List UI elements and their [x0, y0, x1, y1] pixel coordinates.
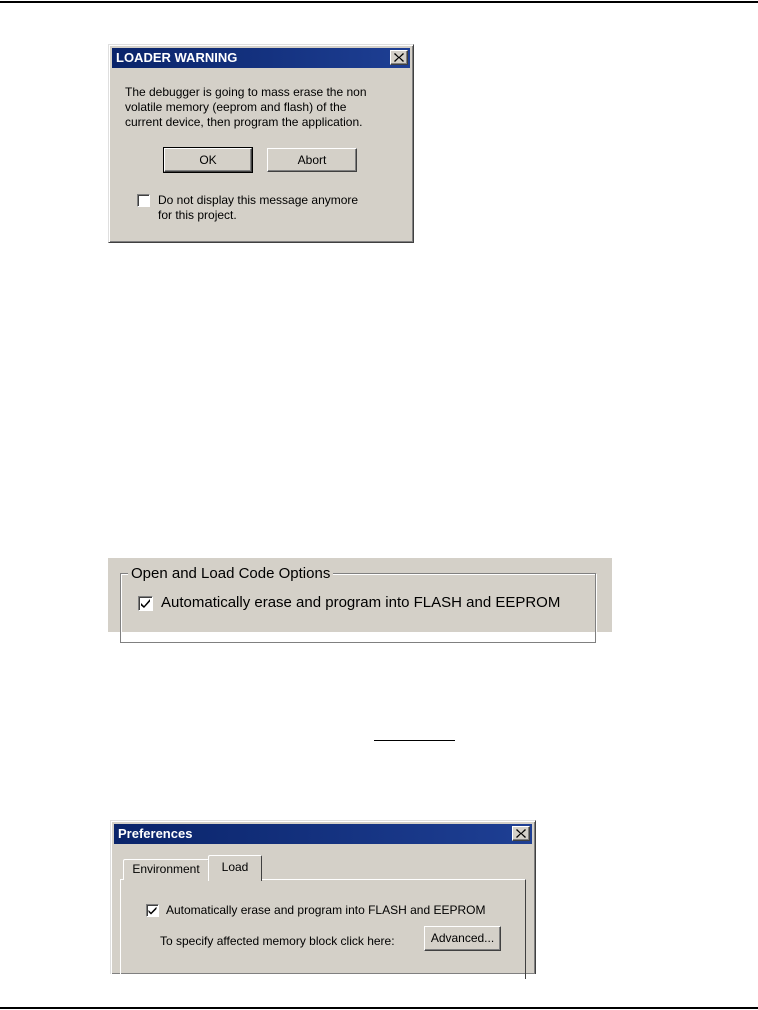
auto-erase-label: Automatically erase and program into FLASH and EEPROM [161, 594, 561, 611]
underline-mark [374, 740, 455, 741]
preferences-close-button[interactable] [512, 826, 530, 841]
checkmark-icon [140, 598, 151, 609]
tab-load[interactable] [208, 855, 262, 881]
abort-button[interactable] [267, 148, 357, 172]
dialog-title: LOADER WARNING [116, 50, 238, 65]
do-not-display-checkbox[interactable] [137, 194, 150, 207]
ok-button-label: OK [199, 153, 217, 167]
preferences-auto-erase-label: Automatically erase and program into FLASH and EEPROM [166, 903, 486, 917]
warning-message-line-2: volatile memory (eeprom and flash) of the [125, 100, 347, 114]
load-options-group-title: Open and Load Code Options [128, 565, 333, 583]
preferences-title: Preferences [118, 826, 193, 841]
tab-load-label: Load [221, 860, 249, 874]
advanced-button[interactable] [424, 926, 501, 951]
dialog-titlebar[interactable] [112, 48, 410, 68]
auto-erase-checkbox[interactable] [138, 596, 153, 611]
close-button[interactable] [390, 50, 408, 65]
close-icon [516, 829, 526, 838]
tab-environment[interactable] [123, 859, 209, 880]
do-not-display-label-line-1: Do not display this message anymore [158, 193, 359, 207]
abort-button-label: Abort [297, 153, 327, 167]
loader-warning-dialog [108, 44, 414, 243]
preferences-dialog [110, 820, 536, 974]
checkmark-icon [148, 906, 157, 915]
preferences-titlebar[interactable] [114, 824, 532, 844]
page-bottom-rule [0, 1007, 758, 1009]
load-options-panel [108, 558, 612, 632]
advanced-prompt: To specify affected memory block click here: [160, 934, 395, 948]
tab-environment-label: Environment [132, 862, 200, 876]
do-not-display-label-line-2: for this project. [158, 208, 237, 222]
warning-message-line-3: current device, then program the application. [125, 115, 363, 129]
close-icon [394, 53, 404, 62]
ok-button[interactable] [164, 148, 252, 172]
advanced-button-label: Advanced... [430, 931, 495, 945]
page-top-rule [0, 1, 758, 3]
warning-message-line-1: The debugger is going to mass erase the non [125, 85, 367, 99]
preferences-auto-erase-checkbox[interactable] [146, 904, 159, 917]
